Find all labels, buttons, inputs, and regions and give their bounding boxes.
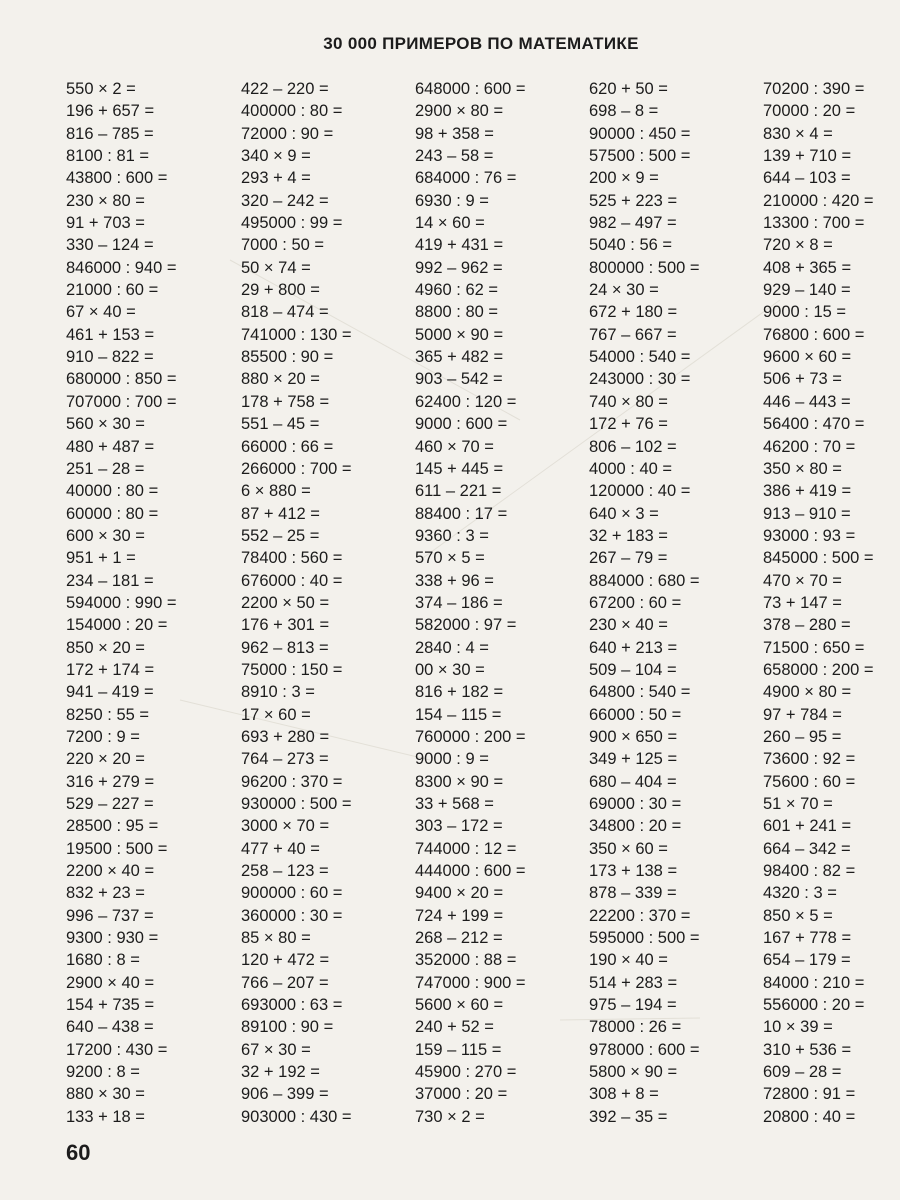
math-problem: 693000 : 63 =	[241, 996, 343, 1015]
math-problem: 72000 : 90 =	[241, 124, 334, 143]
math-problem: 5800 × 90 =	[589, 1063, 678, 1082]
math-problem: 910 – 822 =	[66, 348, 154, 367]
math-problem: 19500 : 500 =	[66, 839, 168, 858]
math-problem: 740 × 80 =	[589, 392, 668, 411]
math-problem: 378 – 280 =	[763, 616, 851, 635]
math-problem: 996 – 737 =	[66, 906, 154, 925]
math-problem: 9300 : 930 =	[66, 929, 159, 948]
math-problem: 648000 : 600 =	[415, 80, 526, 98]
math-problem: 400000 : 80 =	[241, 102, 343, 121]
math-problem: 9000 : 9 =	[415, 750, 489, 769]
math-problem: 33 + 568 =	[415, 795, 494, 813]
math-problem: 460 × 70 =	[415, 437, 494, 456]
math-problem: 884000 : 680 =	[589, 571, 700, 590]
math-problem: 878 – 339 =	[589, 884, 677, 903]
math-problem: 316 + 279 =	[66, 772, 155, 791]
math-problem: 741000 : 130 =	[241, 325, 352, 344]
math-problem: 6 × 880 =	[241, 482, 311, 501]
math-problem: 529 – 227 =	[66, 795, 154, 813]
math-problem: 176 + 301 =	[241, 616, 330, 635]
math-problem: 133 + 18 =	[66, 1107, 145, 1126]
math-problem: 9360 : 3 =	[415, 526, 489, 545]
math-problem: 210000 : 420 =	[763, 191, 874, 210]
math-problem: 43800 : 600 =	[66, 169, 168, 188]
math-problem: 764 – 273 =	[241, 750, 329, 769]
math-problem: 2900 × 40 =	[66, 973, 155, 992]
math-problem: 9600 × 60 =	[763, 348, 852, 367]
math-problem: 850 × 20 =	[66, 638, 145, 657]
math-problem: 766 – 207 =	[241, 973, 329, 992]
math-problem: 88400 : 17 =	[415, 504, 508, 523]
math-problem: 268 – 212 =	[415, 929, 503, 948]
math-problem: 7200 : 9 =	[66, 727, 140, 746]
math-problem: 640 – 438 =	[66, 1018, 154, 1037]
math-problem: 340 × 9 =	[241, 147, 311, 166]
math-problem: 620 + 50 =	[589, 80, 668, 98]
math-problem: 850 × 5 =	[763, 906, 833, 925]
math-problem: 4000 : 40 =	[589, 459, 673, 478]
math-problem: 159 – 115 =	[415, 1040, 502, 1059]
math-problem: 8910 : 3 =	[241, 683, 315, 702]
math-problem: 98400 : 82 =	[763, 862, 856, 881]
math-problem: 17 × 60 =	[241, 705, 311, 724]
math-problem: 506 + 73 =	[763, 370, 842, 389]
math-problem: 54000 : 540 =	[589, 348, 691, 367]
math-problem: 747000 : 900 =	[415, 973, 526, 992]
math-problem: 470 × 70 =	[763, 571, 842, 590]
math-problem: 552 – 25 =	[241, 526, 320, 545]
math-problem: 495000 : 99 =	[241, 214, 343, 233]
math-problem: 903000 : 430 =	[241, 1107, 352, 1126]
math-problem: 693 + 280 =	[241, 727, 330, 746]
math-problem: 929 – 140 =	[763, 281, 851, 300]
math-problem: 120 + 472 =	[241, 951, 330, 970]
math-problem: 260 – 95 =	[763, 727, 842, 746]
math-problem: 190 × 40 =	[589, 951, 668, 970]
math-problem: 551 – 45 =	[241, 415, 320, 434]
math-problem: 13300 : 700 =	[763, 214, 865, 233]
math-problem: 744000 : 12 =	[415, 839, 517, 858]
math-problem: 767 – 667 =	[589, 325, 677, 344]
math-problem: 846000 : 940 =	[66, 258, 177, 277]
math-problem: 10 × 39 =	[763, 1018, 833, 1037]
math-problem: 14 × 60 =	[415, 214, 485, 233]
math-problem: 167 + 778 =	[763, 929, 852, 948]
math-problem: 251 – 28 =	[66, 459, 145, 478]
math-problem: 17200 : 430 =	[66, 1040, 168, 1059]
math-problem: 230 × 80 =	[66, 191, 145, 210]
math-problem: 9400 × 20 =	[415, 884, 504, 903]
math-problem: 570 × 5 =	[415, 549, 485, 568]
math-problem: 70000 : 20 =	[763, 102, 856, 121]
math-problem: 62400 : 120 =	[415, 392, 517, 411]
math-problem: 96200 : 370 =	[241, 772, 343, 791]
math-problem: 8250 : 55 =	[66, 705, 150, 724]
math-problem: 477 + 40 =	[241, 839, 320, 858]
math-problem: 816 + 182 =	[415, 683, 504, 702]
math-problem: 338 + 96 =	[415, 571, 494, 590]
math-problem: 78000 : 26 =	[589, 1018, 682, 1037]
math-problem: 8800 : 80 =	[415, 303, 499, 322]
math-problem: 67200 : 60 =	[589, 593, 682, 612]
math-problem: 2200 × 50 =	[241, 593, 330, 612]
math-problem: 90000 : 450 =	[589, 124, 691, 143]
math-problem: 676000 : 40 =	[241, 571, 343, 590]
book-title: 30 000 ПРИМЕРОВ ПО МАТЕМАТИКЕ	[323, 34, 639, 53]
math-problem: 444000 : 600 =	[415, 862, 526, 881]
math-problem: 67 × 40 =	[66, 303, 136, 322]
math-problem: 293 + 4 =	[241, 169, 311, 188]
math-problem: 698 – 8 =	[589, 102, 659, 121]
math-problem: 818 – 474 =	[241, 303, 329, 322]
math-problem: 73600 : 92 =	[763, 750, 856, 769]
math-problem: 320 – 242 =	[241, 191, 329, 210]
math-problem: 930000 : 500 =	[241, 795, 352, 813]
math-problem: 611 – 221 =	[415, 482, 502, 501]
math-problem: 360000 : 30 =	[241, 906, 343, 925]
math-problem: 644 – 103 =	[763, 169, 851, 188]
math-problem: 654 – 179 =	[763, 951, 851, 970]
math-problem: 89100 : 90 =	[241, 1018, 334, 1037]
math-problem: 2840 : 4 =	[415, 638, 489, 657]
math-problem: 56400 : 470 =	[763, 415, 865, 434]
math-problem: 220 × 20 =	[66, 750, 145, 769]
math-problem: 720 × 8 =	[763, 236, 833, 255]
math-problem: 900000 : 60 =	[241, 884, 343, 903]
math-problem: 78400 : 560 =	[241, 549, 343, 568]
math-problem: 50 × 74 =	[241, 258, 311, 277]
math-problem: 600 × 30 =	[66, 526, 145, 545]
math-problem: 680 – 404 =	[589, 772, 677, 791]
math-problem: 45900 : 270 =	[415, 1063, 517, 1082]
math-problem: 509 – 104 =	[589, 660, 677, 679]
math-problem: 975 – 194 =	[589, 996, 677, 1015]
math-problem: 594000 : 990 =	[66, 593, 177, 612]
math-problem: 154 + 735 =	[66, 996, 155, 1015]
math-problem: 2200 × 40 =	[66, 862, 155, 881]
math-problem: 951 + 1 =	[66, 549, 136, 568]
math-problem: 350 × 60 =	[589, 839, 668, 858]
math-problem: 962 – 813 =	[241, 638, 329, 657]
math-problem: 422 – 220 =	[241, 80, 329, 98]
math-problem: 37000 : 20 =	[415, 1085, 508, 1104]
math-problem: 4320 : 3 =	[763, 884, 837, 903]
math-problem: 87 + 412 =	[241, 504, 320, 523]
math-problem: 707000 : 700 =	[66, 392, 177, 411]
math-problem: 258 – 123 =	[241, 862, 329, 881]
math-problem: 57500 : 500 =	[589, 147, 691, 166]
math-problem: 5000 × 90 =	[415, 325, 504, 344]
math-problem: 67 × 30 =	[241, 1040, 311, 1059]
math-problem: 514 + 283 =	[589, 973, 678, 992]
math-problem: 154 – 115 =	[415, 705, 502, 724]
math-problem: 640 + 213 =	[589, 638, 678, 657]
math-problem: 845000 : 500 =	[763, 549, 874, 568]
math-problem: 303 – 172 =	[415, 817, 503, 836]
math-problem: 98 + 358 =	[415, 124, 494, 143]
math-problem: 992 – 962 =	[415, 258, 503, 277]
math-problem: 419 + 431 =	[415, 236, 504, 255]
math-problem: 51 × 70 =	[763, 795, 833, 813]
math-problem: 672 + 180 =	[589, 303, 678, 322]
math-problem: 9000 : 600 =	[415, 415, 508, 434]
math-problem: 9000 : 15 =	[763, 303, 847, 322]
math-problem: 20800 : 40 =	[763, 1107, 856, 1126]
math-problem: 658000 : 200 =	[763, 660, 874, 679]
math-problem: 5600 × 60 =	[415, 996, 504, 1015]
math-problem: 3000 × 70 =	[241, 817, 330, 836]
math-problem: 525 + 223 =	[589, 191, 678, 210]
math-problem: 350 × 80 =	[763, 459, 842, 478]
problem-column-2	[241, 78, 352, 1128]
page-header	[0, 34, 900, 54]
math-problem: 352000 : 88 =	[415, 951, 517, 970]
math-problem: 913 – 910 =	[763, 504, 851, 523]
math-problem: 66000 : 66 =	[241, 437, 334, 456]
math-problem: 832 + 23 =	[66, 884, 145, 903]
math-problem: 28500 : 95 =	[66, 817, 159, 836]
math-problem: 266000 : 700 =	[241, 459, 352, 478]
math-problem: 40000 : 80 =	[66, 482, 159, 501]
math-problem: 6930 : 9 =	[415, 191, 489, 210]
math-problem: 7000 : 50 =	[241, 236, 325, 255]
math-problem: 24 × 30 =	[589, 281, 659, 300]
math-problem: 900 × 650 =	[589, 727, 678, 746]
math-problem: 582000 : 97 =	[415, 616, 517, 635]
math-problem: 8300 × 90 =	[415, 772, 504, 791]
math-problem: 982 – 497 =	[589, 214, 677, 233]
math-problem: 724 + 199 =	[415, 906, 504, 925]
math-problem: 234 – 181 =	[66, 571, 154, 590]
math-problem: 595000 : 500 =	[589, 929, 700, 948]
math-problem: 32 + 183 =	[589, 526, 668, 545]
math-problem: 70200 : 390 =	[763, 80, 865, 98]
math-problem: 310 + 536 =	[763, 1040, 852, 1059]
math-problem: 392 – 35 =	[589, 1107, 668, 1126]
math-problem: 9200 : 8 =	[66, 1063, 140, 1082]
math-problem: 91 + 703 =	[66, 214, 145, 233]
math-problem: 800000 : 500 =	[589, 258, 700, 277]
math-problem: 73 + 147 =	[763, 593, 842, 612]
math-problem: 172 + 76 =	[589, 415, 668, 434]
math-problem: 75600 : 60 =	[763, 772, 856, 791]
math-problem: 374 – 186 =	[415, 593, 503, 612]
page-number: 60	[66, 1140, 91, 1165]
math-problem: 93000 : 93 =	[763, 526, 856, 545]
math-problem: 76800 : 600 =	[763, 325, 865, 344]
problem-column-5	[763, 78, 874, 1128]
math-problem: 178 + 758 =	[241, 392, 330, 411]
math-problem: 903 – 542 =	[415, 370, 503, 389]
math-problem: 609 – 28 =	[763, 1063, 842, 1082]
math-problem: 243000 : 30 =	[589, 370, 691, 389]
math-problem: 830 × 4 =	[763, 124, 833, 143]
math-problem: 880 × 30 =	[66, 1085, 145, 1104]
math-problem: 97 + 784 =	[763, 705, 842, 724]
math-problem: 880 × 20 =	[241, 370, 320, 389]
math-problem: 230 × 40 =	[589, 616, 668, 635]
math-problem: 243 – 58 =	[415, 147, 494, 166]
math-problem: 308 + 8 =	[589, 1085, 659, 1104]
math-problem: 480 + 487 =	[66, 437, 155, 456]
math-problem: 46200 : 70 =	[763, 437, 856, 456]
math-problem: 906 – 399 =	[241, 1085, 329, 1104]
math-problem: 8100 : 81 =	[66, 147, 150, 166]
math-problem: 1680 : 8 =	[66, 951, 140, 970]
math-problem: 34800 : 20 =	[589, 817, 682, 836]
math-problem: 601 + 241 =	[763, 817, 852, 836]
math-problem: 550 × 2 =	[66, 80, 136, 98]
math-problem: 386 + 419 =	[763, 482, 852, 501]
math-problem: 120000 : 40 =	[589, 482, 691, 501]
math-problem: 4960 : 62 =	[415, 281, 499, 300]
math-problem: 172 + 174 =	[66, 660, 155, 679]
math-problem: 154000 : 20 =	[66, 616, 168, 635]
math-problem: 32 + 192 =	[241, 1063, 320, 1082]
math-problem: 684000 : 76 =	[415, 169, 517, 188]
math-problem: 556000 : 20 =	[763, 996, 865, 1015]
math-problem: 760000 : 200 =	[415, 727, 526, 746]
math-problem: 664 – 342 =	[763, 839, 851, 858]
math-problem: 680000 : 850 =	[66, 370, 177, 389]
math-problem: 66000 : 50 =	[589, 705, 682, 724]
math-problem: 640 × 3 =	[589, 504, 659, 523]
math-problem: 365 + 482 =	[415, 348, 504, 367]
math-problem: 267 – 79 =	[589, 549, 668, 568]
math-problem: 21000 : 60 =	[66, 281, 159, 300]
math-problem: 330 – 124 =	[66, 236, 154, 255]
math-problem: 85 × 80 =	[241, 929, 311, 948]
math-problem: 408 + 365 =	[763, 258, 852, 277]
problem-column-4	[589, 78, 700, 1128]
math-problem: 64800 : 540 =	[589, 683, 691, 702]
math-problem: 461 + 153 =	[66, 325, 155, 344]
math-problem: 2900 × 80 =	[415, 102, 504, 121]
problem-column-1	[66, 78, 177, 1128]
math-problem: 139 + 710 =	[763, 147, 852, 166]
math-problem: 806 – 102 =	[589, 437, 677, 456]
math-problem: 446 – 443 =	[763, 392, 851, 411]
math-problem: 60000 : 80 =	[66, 504, 159, 523]
math-problem: 941 – 419 =	[66, 683, 154, 702]
math-problem: 29 + 800 =	[241, 281, 320, 300]
math-problem: 730 × 2 =	[415, 1107, 485, 1126]
math-problem: 560 × 30 =	[66, 415, 145, 434]
math-problem: 69000 : 30 =	[589, 795, 682, 813]
math-problem: 5040 : 56 =	[589, 236, 673, 255]
math-problem: 349 + 125 =	[589, 750, 678, 769]
problem-column-3	[415, 78, 526, 1128]
math-problem: 00 × 30 =	[415, 660, 485, 679]
math-problem: 196 + 657 =	[66, 102, 155, 121]
math-problem: 71500 : 650 =	[763, 638, 865, 657]
math-problem: 145 + 445 =	[415, 459, 504, 478]
math-problem: 72800 : 91 =	[763, 1085, 856, 1104]
math-problem: 4900 × 80 =	[763, 683, 852, 702]
math-problem: 978000 : 600 =	[589, 1040, 700, 1059]
math-problem: 240 + 52 =	[415, 1018, 494, 1037]
math-problem: 75000 : 150 =	[241, 660, 343, 679]
math-problem: 22200 : 370 =	[589, 906, 691, 925]
math-problem: 84000 : 210 =	[763, 973, 865, 992]
math-problem: 173 + 138 =	[589, 862, 678, 881]
math-problem: 200 × 9 =	[589, 169, 659, 188]
math-problem: 85500 : 90 =	[241, 348, 334, 367]
math-problem: 816 – 785 =	[66, 124, 154, 143]
